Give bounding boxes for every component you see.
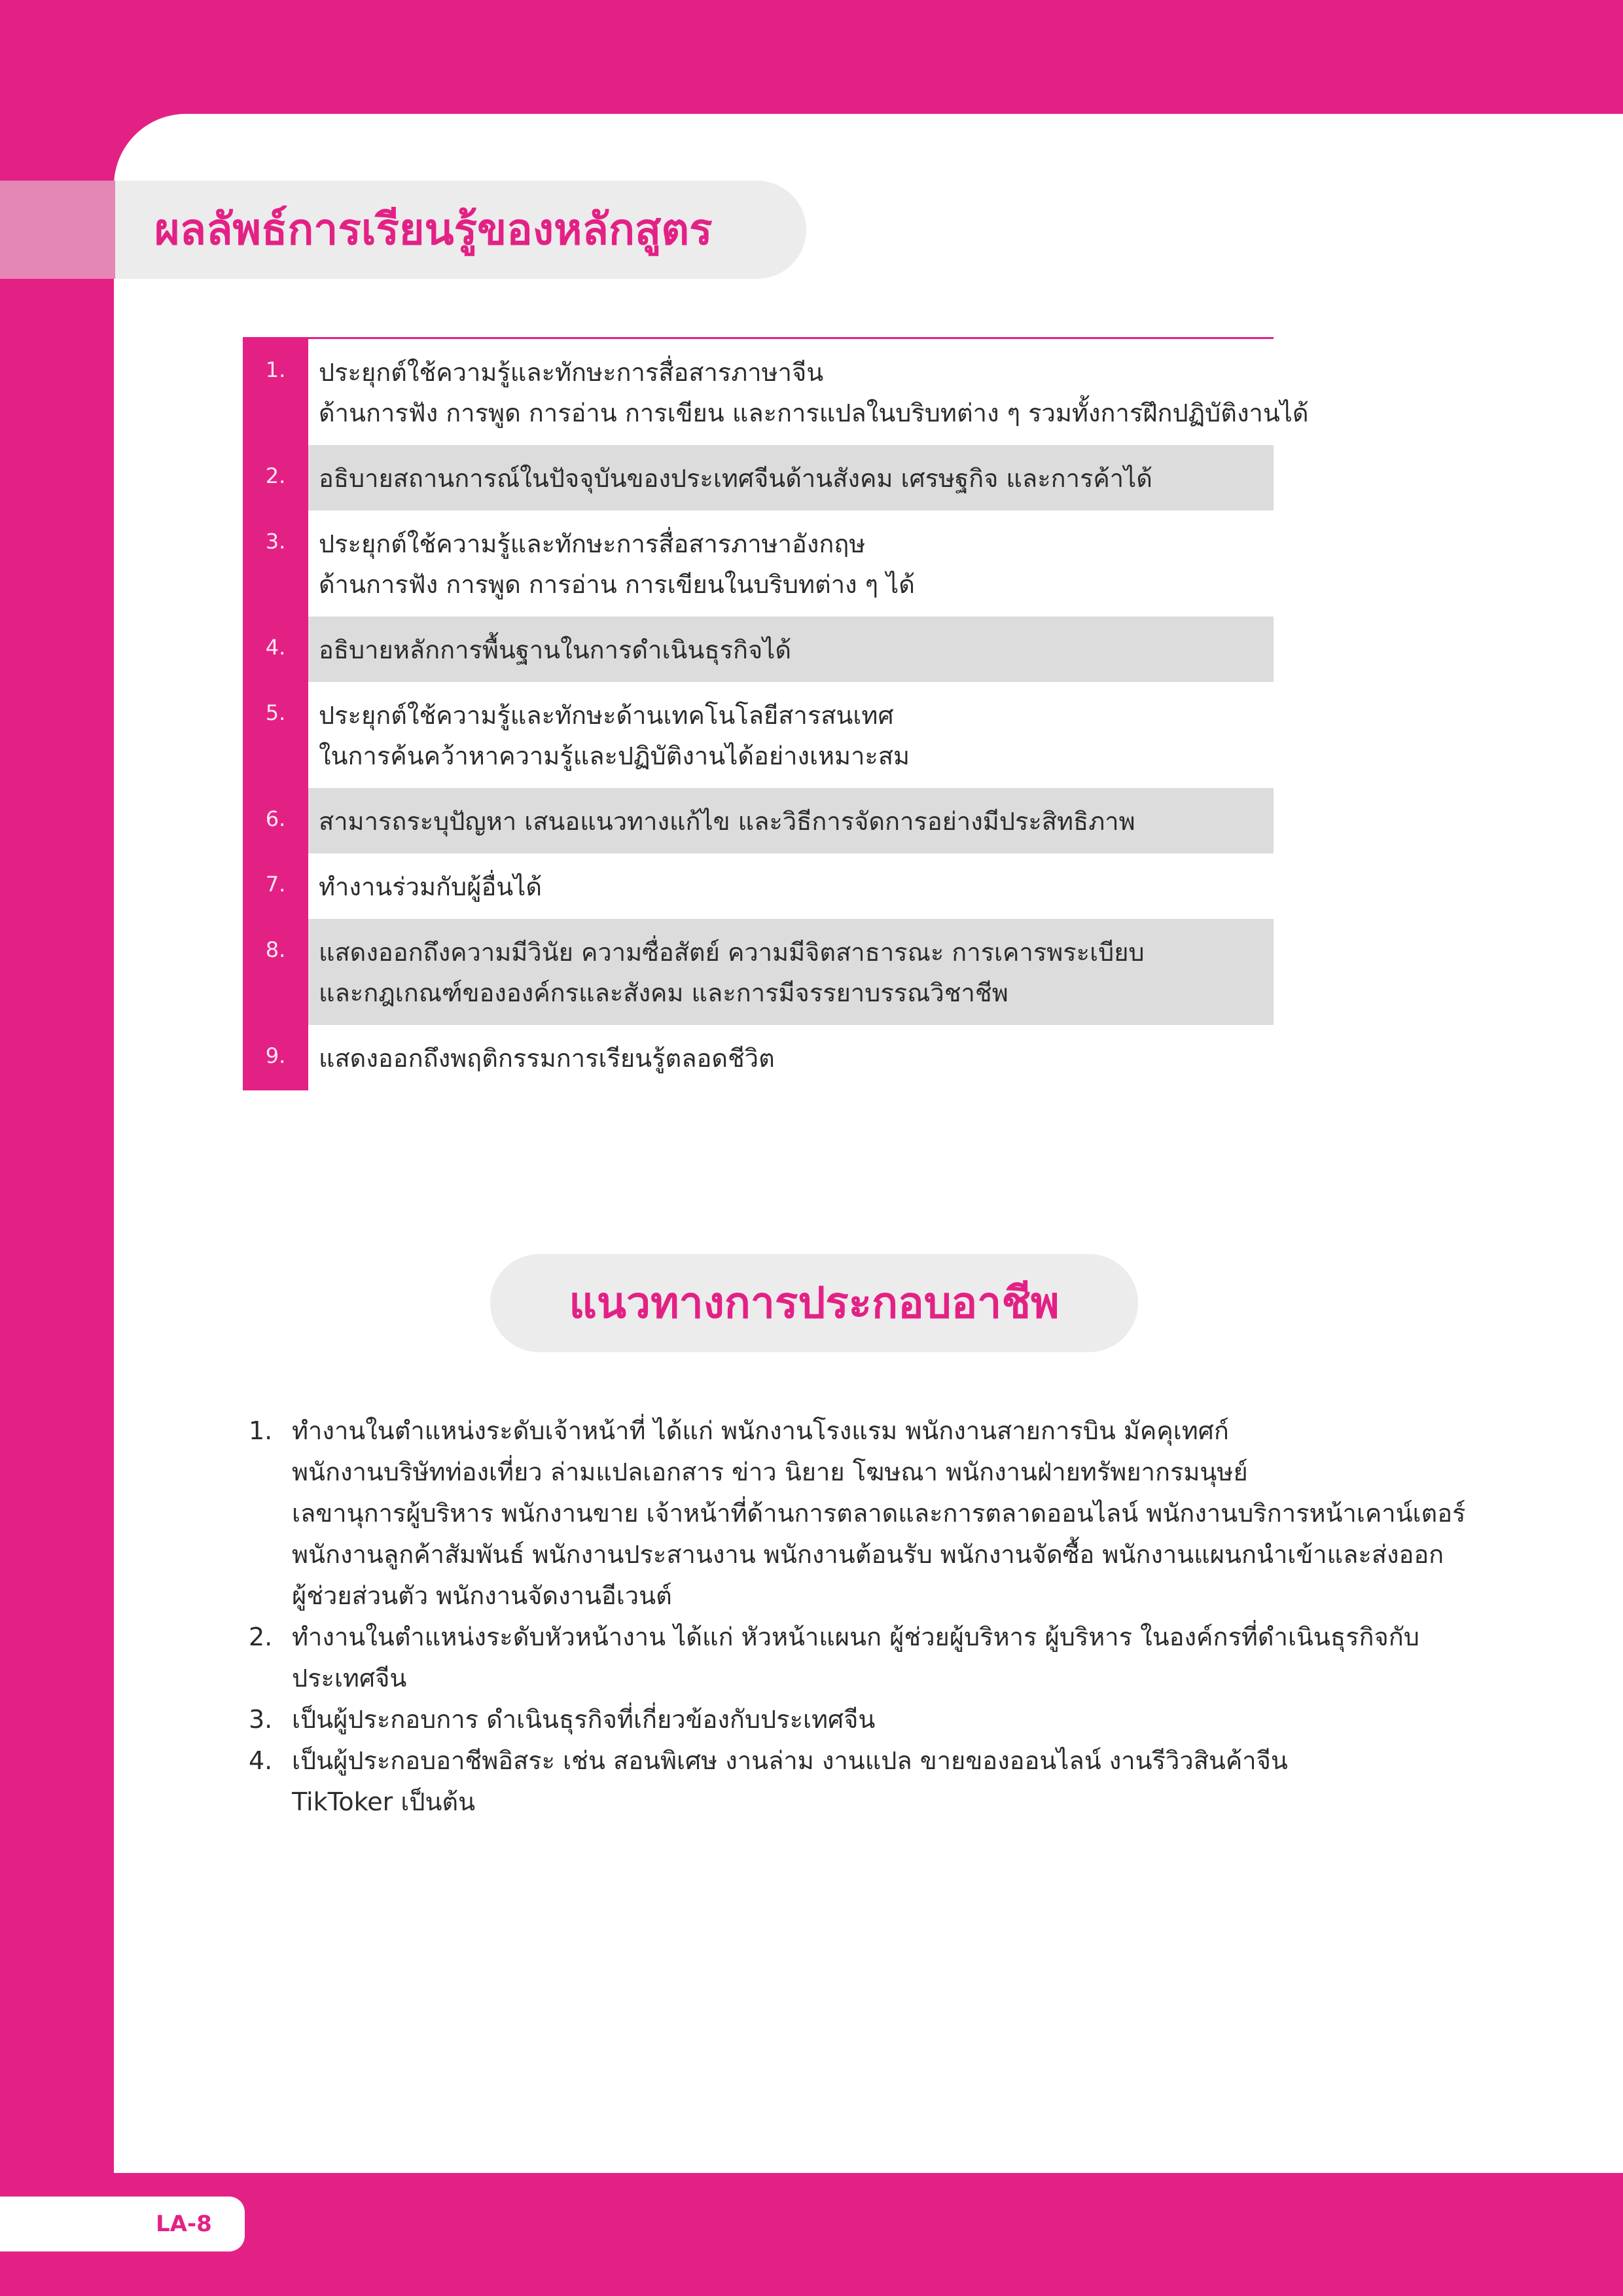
career-text (292, 1699, 1427, 1740)
career-number: 2. (249, 1623, 273, 1651)
outcome-number: 3. (243, 511, 308, 617)
outcome-row (243, 682, 1274, 788)
outcome-text (308, 788, 1274, 853)
outcome-line: ในการค้นคว้าหาความรู้และปฏิบัติงานได้อย่างเหมาะสม (319, 742, 910, 770)
outcome-line: และกฎเกณฑ์ขององค์กรและสังคม และการมีจรรยาบรรณวิชาชีพ (319, 978, 1008, 1007)
career-number: 4. (249, 1746, 273, 1775)
outcome-line: ประยุกต์ใช้ความรู้และทักษะการสื่อสารภาษาอังกฤษ (319, 529, 866, 558)
career-line: เป็นผู้ประกอบการ ดำเนินธุรกิจที่เกี่ยวข้องกับประเทศจีน (292, 1705, 876, 1734)
outcome-row (243, 788, 1274, 853)
outcome-line: อธิบายหลักการพื้นฐานในการดำเนินธุรกิจได้ (319, 636, 792, 664)
outcome-line: ทำงานร่วมกับผู้อื่นได้ (319, 872, 543, 901)
outcome-number: 4. (243, 617, 308, 682)
outcome-row (243, 339, 1309, 445)
outcome-line: ด้านการฟัง การพูด การอ่าน การเขียนในบริบทต่าง ๆ ได้ (319, 570, 915, 599)
career-line: TikToker เป็นต้น (292, 1787, 476, 1816)
outcome-line: สามารถระบุปัญหา เสนอแนวทางแก้ไข และวิธีการจัดการอย่างมีประสิทธิภาพ (319, 807, 1135, 836)
outcome-row (243, 617, 1274, 682)
outcome-number: 8. (243, 919, 308, 1025)
list-item (249, 1699, 1427, 1740)
outcome-row (243, 1025, 1274, 1090)
outcomes-table (243, 337, 1309, 1090)
outcome-line: ด้านการฟัง การพูด การอ่าน การเขียน และการแปลในบริบทต่าง ๆ รวมทั้งการฝึกปฏิบัติงานได้ (319, 399, 1309, 427)
outcome-text (308, 511, 1274, 617)
career-number: 1. (249, 1416, 273, 1445)
outcome-number: 9. (243, 1025, 308, 1090)
careers-list (249, 1410, 1466, 1823)
outcome-line: ประยุกต์ใช้ความรู้และทักษะด้านเทคโนโลยีสารสนเทศ (319, 701, 894, 730)
outcome-text (308, 682, 1274, 788)
outcome-number: 1. (243, 339, 308, 445)
page-number: LA-8 (156, 2211, 212, 2237)
outcome-row (243, 511, 1274, 617)
outcomes-title: ผลลัพธ์การเรียนรู้ของหลักสูตร (154, 204, 713, 255)
list-item (249, 1740, 1427, 1823)
list-item (249, 1410, 1466, 1617)
outcome-text (308, 853, 1274, 919)
title-accent-bar (0, 181, 115, 279)
outcome-text (308, 919, 1274, 1025)
outcome-line: แสดงออกถึงความมีวินัย ความซื่อสัตย์ ความมีจิตสาธารณะ การเคารพระเบียบ (319, 938, 1145, 967)
career-line: พนักงานบริษัทท่องเที่ยว ล่ามแปลเอกสาร ข่าว นิยาย โฆษณา พนักงานฝ่ายทรัพยากรมนุษย์ (292, 1458, 1248, 1486)
career-line: ทำงานในตำแหน่งระดับเจ้าหน้าที่ ได้แก่ พนักงานโรงแรม พนักงานสายการบิน มัคคุเทศก์ (292, 1416, 1229, 1445)
career-line: ทำงานในตำแหน่งระดับหัวหน้างาน ได้แก่ หัวหน้าแผนก ผู้ช่วยผู้บริหาร ผู้บริหาร ในองค์กรที่ดำเนินธุรกิจกับ (292, 1623, 1419, 1651)
career-line: พนักงานลูกค้าสัมพันธ์ พนักงานประสานงาน พนักงานต้อนรับ พนักงานจัดซื้อ พนักงานแผนกนำเข้าและส่งออก (292, 1540, 1444, 1569)
career-text (292, 1410, 1465, 1617)
outcome-number: 2. (243, 445, 308, 511)
career-line: เลขานุการผู้บริหาร พนักงานขาย เจ้าหน้าที่ด้านการตลาดและการตลาดออนไลน์ พนักงานบริการหน้าเคาน์เตอร์ (292, 1499, 1466, 1528)
outcome-text (308, 1025, 1274, 1090)
outcome-text (308, 617, 1274, 682)
career-number: 3. (249, 1705, 273, 1734)
career-line: เป็นผู้ประกอบอาชีพอิสระ เช่น สอนพิเศษ งานล่าม งานแปล ขายของออนไลน์ งานรีวิวสินค้าจีน (292, 1746, 1288, 1775)
career-line: ผู้ช่วยส่วนตัว พนักงานจัดงานอีเวนต์ (292, 1581, 672, 1610)
career-text (292, 1740, 1427, 1823)
career-text (292, 1617, 1427, 1699)
career-line: ประเทศจีน (292, 1664, 407, 1693)
outcome-text (308, 445, 1274, 511)
outcome-row (243, 445, 1274, 511)
outcome-number: 7. (243, 853, 308, 919)
list-item (249, 1617, 1427, 1699)
outcome-line: ประยุกต์ใช้ความรู้และทักษะการสื่อสารภาษาจีน (319, 358, 824, 387)
outcome-text (308, 339, 1318, 445)
outcome-number: 6. (243, 788, 308, 853)
outcome-row (243, 919, 1274, 1025)
outcome-number: 5. (243, 682, 308, 788)
outcome-row (243, 853, 1274, 919)
outcome-line: อธิบายสถานการณ์ในปัจจุบันของประเทศจีนด้านสังคม เศรษฐกิจ และการค้าได้ (319, 464, 1152, 493)
outcome-line: แสดงออกถึงพฤติกรรมการเรียนรู้ตลอดชีวิต (319, 1044, 775, 1073)
careers-title: แนวทางการประกอบอาชีพ (569, 1278, 1060, 1328)
